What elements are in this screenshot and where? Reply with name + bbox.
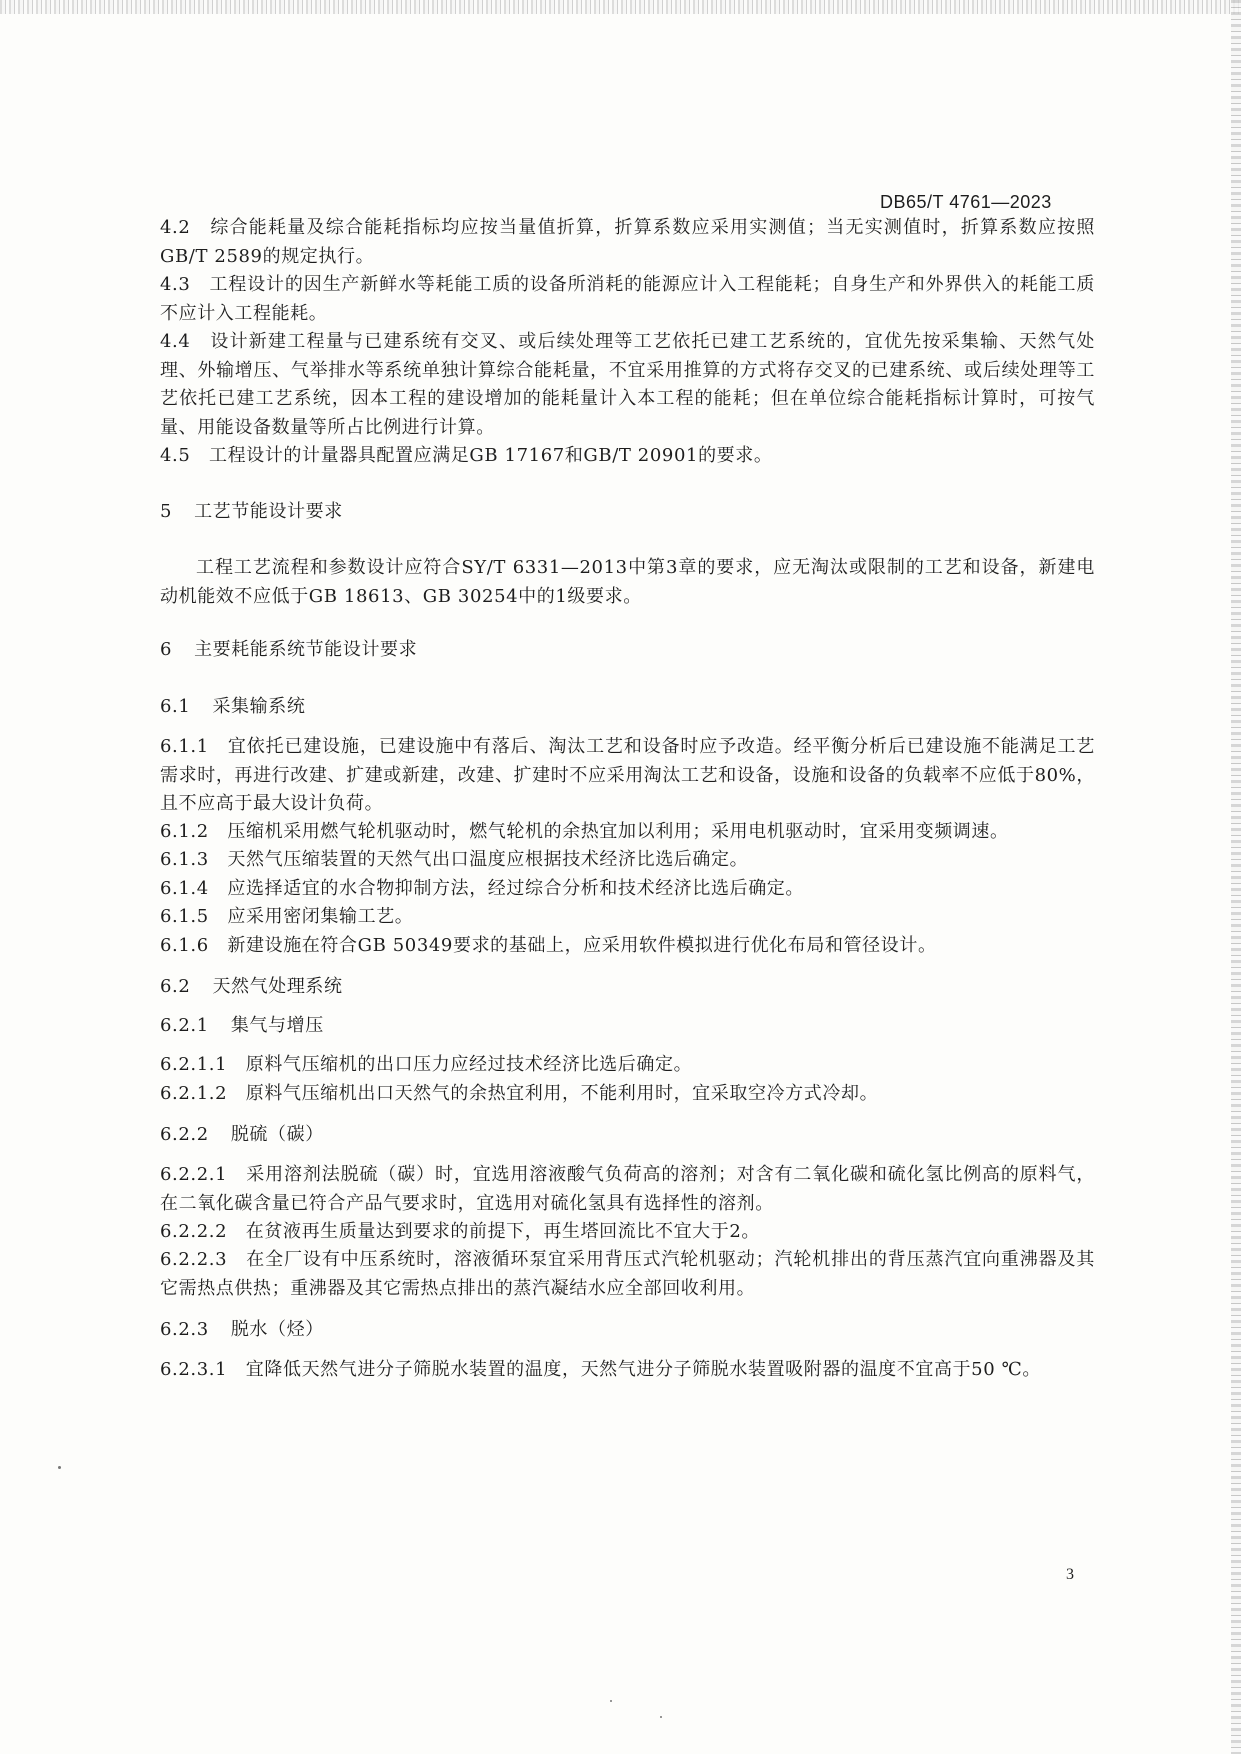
scan-speck [610,1700,612,1702]
section-6-heading [160,636,417,664]
section-6-2-1-heading [160,1012,324,1040]
section-6-2-1-title: 集气与增压 [230,1015,324,1036]
section-6-2-3-number: 6.2.3 [160,1319,209,1340]
section-6-title: 主要耗能系统节能设计要求 [194,639,418,660]
section-5-number: 5 [160,501,173,522]
clause-6-1-1: 6.1.1 宜依托已建设施，已建设施中有落后、淘汰工艺和设备时应予改造。经平衡分析后已建设施不能满足工艺需求时，再进行改建、扩建或新建，改建、扩建时不应采用淘汰工艺和设备，设施和设备的负载率不应低于80%，且不应高于最大设计负荷。 [160,736,1095,814]
clause-6-2-2-2: 6.2.2.2 在贫液再生质量达到要求的前提下，再生塔回流比不宜大于2。 [160,1221,761,1242]
section-6-2-1-number: 6.2.1 [160,1015,209,1036]
clause-6-2-2-1: 6.2.2.1 采用溶剂法脱硫（碳）时，宜选用溶液酸气负荷高的溶剂；对含有二氧化碳和硫化氢比例高的原料气，在二氧化碳含量已符合产品气要求时，宜选用对硫化氢具有选择性的溶剂。 [160,1164,1095,1214]
section-6-2-3-title: 脱水（烃） [230,1319,324,1340]
section-6-2-3-heading [160,1316,324,1344]
section-5-body: 工程工艺流程和参数设计应符合SY/T 6331—2013中第3章的要求，应无淘汰或限制的工艺和设备，新建电动机能效不应低于GB 18613、GB 30254中的1级要求。 [160,557,1095,607]
clause-6-2-1-1: 6.2.1.1 原料气压缩机的出口压力应经过技术经济比选后确定。 [160,1054,693,1075]
clause-4-3: 4.3 工程设计的因生产新鲜水等耗能工质的设备所消耗的能源应计入工程能耗；自身生产和外界供入的耗能工质不应计入工程能耗。 [160,274,1095,324]
section-6-2-heading [160,973,343,1001]
document-code: DB65/T 4761—2023 [880,192,1052,212]
clause-6-1-6: 6.1.6 新建设施在符合GB 50349要求的基础上，应采用软件模拟进行优化布局和管径设计。 [160,935,937,956]
scan-speck [660,1716,662,1718]
section-5-heading [160,498,343,526]
clause-4-2: 4.2 综合能耗量及综合能耗指标均应按当量值折算，折算系数应采用实测值；当无实测值时，折算系数应按照GB/T 2589的规定执行。 [160,217,1095,267]
scan-top-edge [0,0,1241,14]
clause-4-4: 4.4 设计新建工程量与已建系统有交叉、或后续处理等工艺依托已建工艺系统的，宜优先按采集输、天然气处理、外输增压、气举排水等系统单独计算综合能耗量，不宜采用推算的方式将存交叉的已建系统、或后续处理等工艺依托已建工艺系统，因本工程的建设增加的能耗量计入本工程的能耗；但在单位综合能耗指标计算时，可按气量、用能设备数量等所占比例进行计算。 [160,331,1095,438]
section-6-2-2-title: 脱硫（碳） [230,1124,324,1145]
clause-6-2-3-1: 6.2.3.1 宜降低天然气进分子筛脱水装置的温度，天然气进分子筛脱水装置吸附器的温度不宜高于50 ℃。 [160,1359,1041,1380]
section-6-2-2-number: 6.2.2 [160,1124,209,1145]
clause-4-5: 4.5 工程设计的计量器具配置应满足GB 17167和GB/T 20901的要求。 [160,445,773,466]
clause-6-1-5: 6.1.5 应采用密闭集输工艺。 [160,906,414,927]
clause-6-1-2: 6.1.2 压缩机采用燃气轮机驱动时，燃气轮机的余热宜加以利用；采用电机驱动时，宜采用变频调速。 [160,821,1009,842]
section-6-1-heading [160,693,305,721]
section-6-2-number: 6.2 [160,976,191,997]
section-6-number: 6 [160,639,173,660]
clause-6-1-3: 6.1.3 天然气压缩装置的天然气出口温度应根据技术经济比选后确定。 [160,849,749,870]
scan-right-edge [1231,0,1241,1754]
page-number: 3 [1066,1566,1074,1583]
scan-speck [58,1466,61,1469]
section-5-title: 工艺节能设计要求 [194,501,343,522]
section-6-2-title: 天然气处理系统 [212,976,343,997]
clause-6-2-1-2: 6.2.1.2 原料气压缩机出口天然气的余热宜利用，不能利用时，宜采取空冷方式冷却。 [160,1083,879,1104]
clause-6-1-4: 6.1.4 应选择适宜的水合物抑制方法，经过综合分析和技术经济比选后确定。 [160,878,804,899]
clause-6-2-2-3: 6.2.2.3 在全厂设有中压系统时，溶液循环泵宜采用背压式汽轮机驱动；汽轮机排出的背压蒸汽宜向重沸器及其它需热点供热；重沸器及其它需热点排出的蒸汽凝结水应全部回收利用。 [160,1249,1095,1299]
section-6-1-number: 6.1 [160,696,191,717]
section-6-1-title: 采集输系统 [212,696,306,717]
section-6-2-2-heading [160,1121,324,1149]
